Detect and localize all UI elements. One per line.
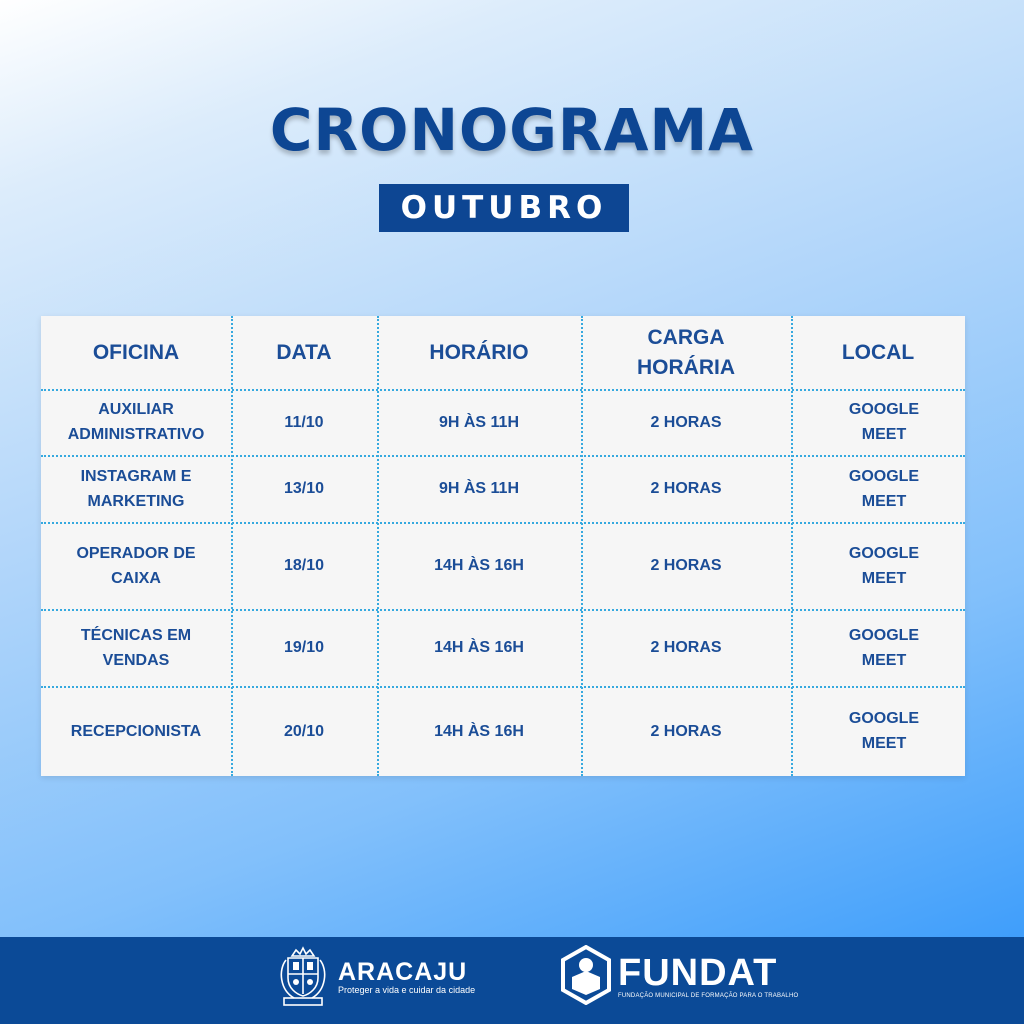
table-cell-horario-text: 14H ÀS 16H	[434, 557, 524, 574]
table-cell-data	[231, 686, 377, 776]
column-divider	[791, 316, 793, 776]
table-cell-data	[231, 609, 377, 686]
table-cell-oficina-text: INSTAGRAM E MARKETING	[80, 467, 192, 510]
row-divider	[41, 609, 965, 611]
column-header-oficina-text: OFICINA	[92, 340, 180, 364]
table-cell-local-text: GOOGLE MEET	[848, 467, 920, 510]
table-cell-horario	[377, 609, 581, 686]
month-badge: OUTUBRO	[379, 184, 629, 232]
table-cell-data	[231, 455, 377, 522]
fundat-logo	[560, 945, 798, 1005]
table-cell-oficina	[41, 455, 231, 522]
schedule-table	[41, 316, 965, 776]
table-cell-carga-horaria	[581, 609, 791, 686]
page-title: CRONOGRAMA	[269, 96, 755, 164]
table-cell-horario-text: 9H ÀS 11H	[438, 480, 520, 497]
column-header-carga-horaria	[581, 316, 791, 389]
aracaju-logo	[274, 946, 475, 1008]
column-header-local-text: LOCAL	[841, 340, 915, 364]
column-header-oficina	[41, 316, 231, 389]
table-cell-local-text: GOOGLE MEET	[848, 401, 920, 443]
table-cell-local	[791, 686, 965, 776]
table-cell-carga-horaria	[581, 455, 791, 522]
column-divider	[377, 316, 379, 776]
table-cell-oficina	[41, 609, 231, 686]
table-cell-local-text: GOOGLE MEET	[848, 626, 920, 669]
table-cell-horario	[377, 686, 581, 776]
row-divider	[41, 455, 965, 457]
table-cell-carga-horaria-text: 2 HORAS	[650, 722, 722, 740]
table-cell-data	[231, 389, 377, 455]
table-cell-local-text: GOOGLE MEET	[848, 710, 920, 752]
table-cell-local	[791, 455, 965, 522]
column-header-data-text: DATA	[276, 340, 332, 364]
city-coat-of-arms-icon	[274, 946, 332, 1008]
footer-bar	[0, 937, 1024, 1024]
column-divider	[231, 316, 233, 776]
table-cell-carga-horaria	[581, 686, 791, 776]
table-cell-carga-horaria-text: 2 HORAS	[650, 480, 722, 497]
table-cell-horario-text: 14H ÀS 16H	[434, 722, 524, 740]
aracaju-name: ARACAJU	[338, 957, 468, 986]
table-cell-horario	[377, 455, 581, 522]
table-cell-carga-horaria	[581, 522, 791, 609]
column-header-horario-text: HORÁRIO	[429, 340, 529, 364]
table-cell-oficina-text: OPERADOR DE CAIXA	[76, 544, 196, 587]
fundat-hexagon-person-icon	[560, 945, 612, 1005]
table-cell-local	[791, 609, 965, 686]
table-cell-carga-horaria-text: 2 HORAS	[650, 557, 722, 574]
column-header-carga-horaria-text: CARGA HORÁRIA	[637, 325, 735, 379]
fundat-name: FUNDAT	[618, 952, 778, 994]
row-divider	[41, 522, 965, 524]
table-cell-local	[791, 389, 965, 455]
table-cell-data-text: 19/10	[283, 639, 325, 656]
table-cell-horario	[377, 389, 581, 455]
table-cell-oficina	[41, 522, 231, 609]
table-cell-data-text: 11/10	[284, 413, 324, 431]
column-header-local	[791, 316, 965, 389]
table-cell-oficina	[41, 389, 231, 455]
table-cell-horario	[377, 522, 581, 609]
table-cell-oficina	[41, 686, 231, 776]
column-divider	[581, 316, 583, 776]
table-cell-oficina-text: RECEPCIONISTA	[70, 722, 202, 740]
table-cell-horario-text: 9H ÀS 11H	[438, 413, 520, 431]
table-cell-carga-horaria-text: 2 HORAS	[650, 413, 722, 431]
fundat-tagline: FUNDAÇÃO MUNICIPAL DE FORMAÇÃO PARA O TRABALHO	[618, 993, 799, 999]
table-cell-horario-text: 14H ÀS 16H	[434, 639, 524, 656]
table-cell-oficina-text: TÉCNICAS EM VENDAS	[80, 626, 192, 669]
row-divider	[41, 389, 965, 391]
table-cell-local-text: GOOGLE MEET	[848, 544, 920, 587]
column-header-data	[231, 316, 377, 389]
table-cell-carga-horaria	[581, 389, 791, 455]
table-cell-data	[231, 522, 377, 609]
row-divider	[41, 686, 965, 688]
table-cell-local	[791, 522, 965, 609]
table-cell-data-text: 13/10	[283, 480, 325, 497]
table-cell-oficina-text: AUXILIAR ADMINISTRATIVO	[67, 401, 205, 443]
table-cell-carga-horaria-text: 2 HORAS	[650, 639, 722, 656]
column-header-horario	[377, 316, 581, 389]
table-cell-data-text: 20/10	[283, 722, 325, 740]
table-cell-data-text: 18/10	[283, 557, 325, 574]
aracaju-tagline: Proteger a vida e cuidar da cidade	[338, 984, 476, 995]
